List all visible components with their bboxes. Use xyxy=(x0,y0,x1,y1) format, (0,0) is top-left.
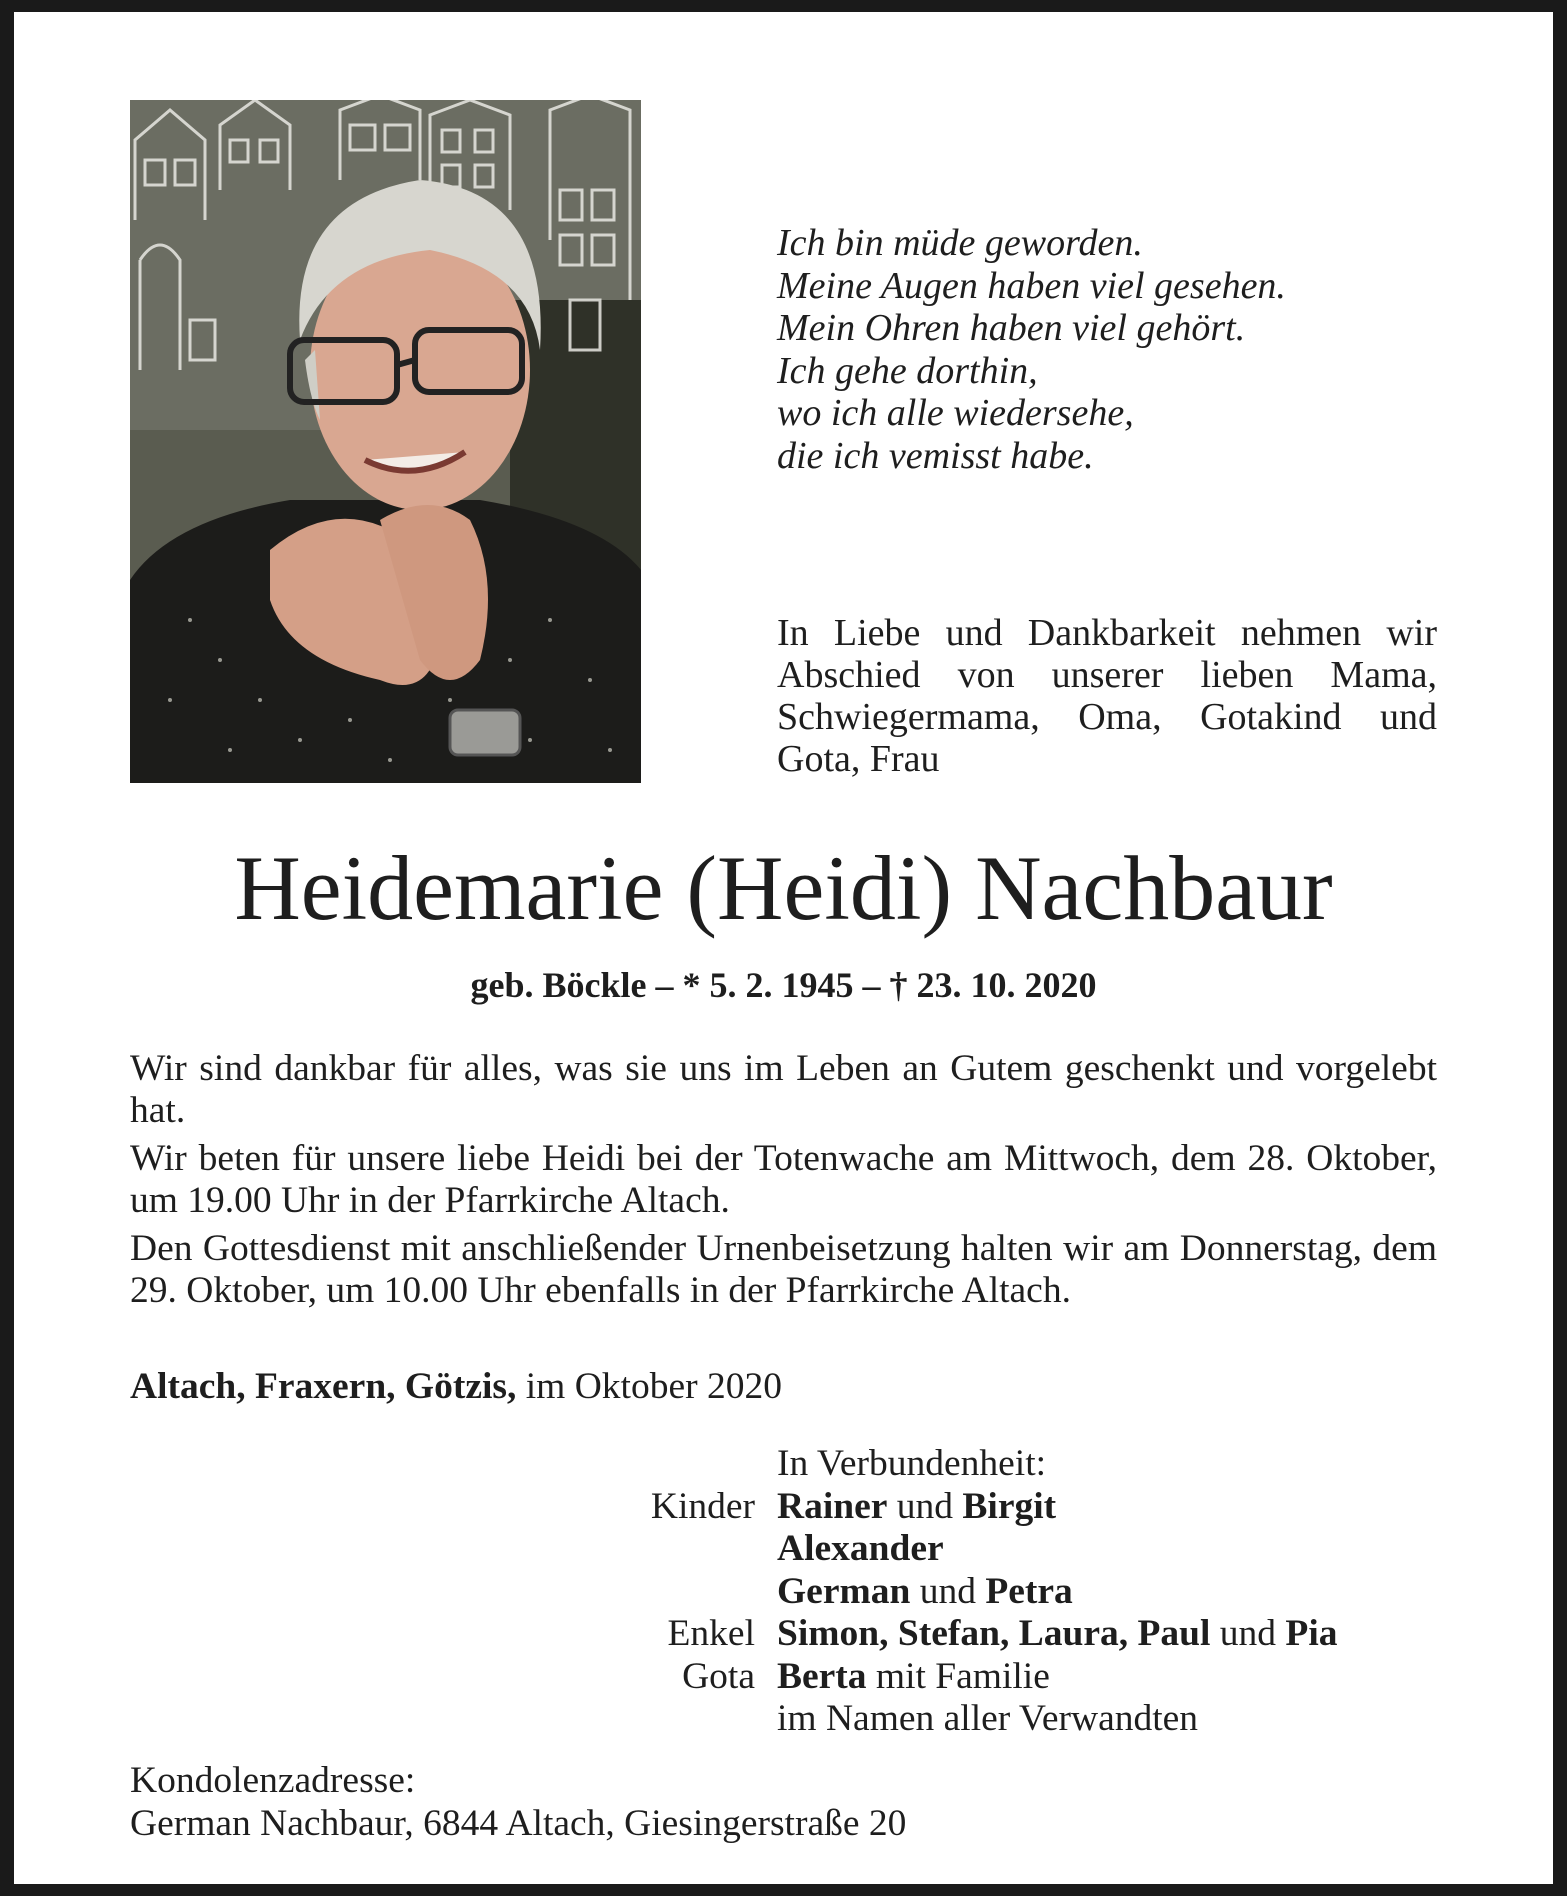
poem-line: die ich vemisst habe. xyxy=(777,434,1094,477)
family-row xyxy=(777,1698,1477,1741)
role-enkel: Enkel xyxy=(667,1613,755,1654)
body-paragraph: Wir beten für unsere liebe Heidi bei der Totenwache am Mittwoch, dem 28. Oktober, um 19.00 Uhr in der Pfarrkirche Altach. xyxy=(130,1138,1437,1221)
family-member: Petra xyxy=(985,1570,1073,1612)
place-month: im Oktober 2020 xyxy=(525,1366,782,1407)
family-member: Simon, Stefan, Laura, Paul xyxy=(777,1613,1211,1654)
condolence-address-line: German Nachbaur, 6844 Altach, Giesingerstraße 20 xyxy=(130,1803,907,1844)
family-row-enkel xyxy=(667,1613,1477,1656)
deceased-name: Heidemarie (Heidi) Nachbaur xyxy=(234,837,1333,939)
conjunction: und xyxy=(919,1570,976,1612)
family-member: Birgit xyxy=(962,1485,1057,1527)
family-heading-row xyxy=(777,1443,1477,1486)
birth-death-dates: geb. Böckle – * 5. 2. 1945 – † 23. 10. 2020 xyxy=(470,965,1097,1005)
condolence-address xyxy=(130,1759,1330,1845)
family-member: Berta xyxy=(777,1655,867,1697)
family-member: German xyxy=(777,1570,911,1612)
poem-line: Ich bin müde geworden. xyxy=(777,222,1143,264)
condolence-label: Kondolenzadresse: xyxy=(130,1760,416,1801)
poem-line: wo ich alle wiedersehe, xyxy=(777,392,1134,434)
conjunction: und xyxy=(896,1485,954,1527)
family-closing: im Namen aller Verwandten xyxy=(777,1698,1199,1739)
portrait-photo xyxy=(130,100,641,783)
place-towns: Altach, Fraxern, Götzis, xyxy=(130,1366,517,1407)
family-row-kinder xyxy=(650,1485,1477,1529)
conjunction: und xyxy=(1219,1613,1277,1654)
family-member: Rainer xyxy=(777,1485,888,1527)
family-member: Alexander xyxy=(777,1528,944,1569)
poem-line: Ich gehe dorthin, xyxy=(777,349,1038,392)
announcement-body xyxy=(130,1048,1437,1318)
family-row xyxy=(777,1528,1477,1571)
family-heading: In Verbundenheit: xyxy=(777,1443,1047,1484)
family-row-gota xyxy=(682,1655,1477,1699)
intro-text: In Liebe und Dankbarkeit nehmen wir Abschied von unserer lieben Mama, Schwiegermama, Oma, Gotakind und Gota, Frau xyxy=(777,612,1437,780)
portrait-photo-icon xyxy=(130,100,641,783)
family-row xyxy=(777,1571,1477,1614)
body-paragraph: Wir sind dankbar für alles, was sie uns im Leben an Gutem geschenkt und vorgelebt hat. xyxy=(130,1048,1437,1131)
place-date xyxy=(130,1365,1130,1409)
family-member: Pia xyxy=(1285,1613,1338,1654)
role-gota: Gota xyxy=(682,1655,755,1697)
poem-line: Mein Ohren haben viel gehört. xyxy=(777,307,1246,349)
poem xyxy=(777,222,1477,477)
family-signatures xyxy=(650,1443,1477,1741)
family-member-suffix: mit Familie xyxy=(875,1655,1050,1697)
body-paragraph: Den Gottesdienst mit anschließender Urnenbeisetzung halten wir am Donnerstag, dem 29. Oktober, um 10.00 Uhr ebenfalls in der Pfarrkirche Altach. xyxy=(130,1228,1437,1311)
role-kinder: Kinder xyxy=(650,1485,755,1527)
poem-line: Meine Augen haben viel gesehen. xyxy=(777,264,1286,307)
